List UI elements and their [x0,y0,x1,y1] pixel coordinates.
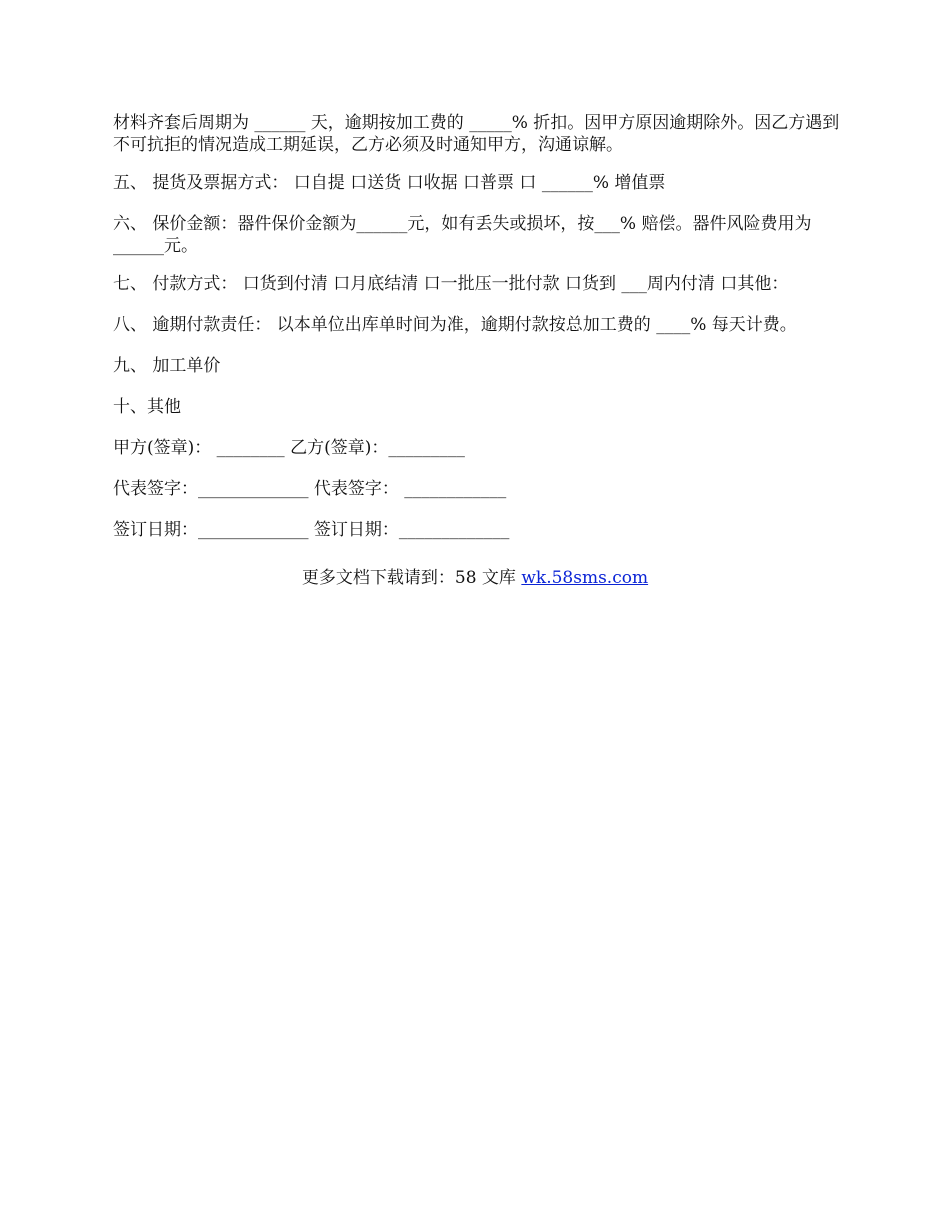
clause-6-insured-value: 六、 保价金额：器件保价金额为______元，如有丢失或损坏，按___% 赔偿。器件风险费用为______元。 [113,214,812,256]
document-body [113,112,853,560]
clause-7-payment-method: 七、 付款方式： 口货到付清 口月底结清 口一批压一批付款 口货到 ___周内付清 口其他： [113,274,789,294]
footer-link[interactable]: wk.58sms.com [521,568,649,588]
representative-signature-line: 代表签字：_____________ 代表签字： ____________ [113,479,507,499]
signature-seal-line: 甲方(签章)： ________ 乙方(签章)：_________ [113,438,465,458]
download-footer [0,566,950,590]
footer-text: 更多文档下载请到：58 文库 [301,568,522,588]
clause-schedule-delay: 材料齐套后周期为 ______ 天，逾期按加工费的 _____% 折扣。因甲方原因逾期除外。因乙方遇到不可抗拒的情况造成工期延误，乙方必须及时通知甲方，沟通谅解。 [113,113,840,155]
clause-8-late-payment: 八、 逾期付款责任： 以本单位出库单时间为准，逾期付款按总加工费的 ____% 每天计费。 [113,315,797,335]
clause-9-unit-price: 九、 加工单价 [113,356,221,376]
clause-5-delivery-invoice: 五、 提货及票据方式： 口自提 口送货 口收据 口普票 口 ______% 增值票 [113,173,666,193]
signing-date-line: 签订日期：_____________ 签订日期：_____________ [113,520,510,540]
clause-10-other: 十、其他 [113,397,181,417]
